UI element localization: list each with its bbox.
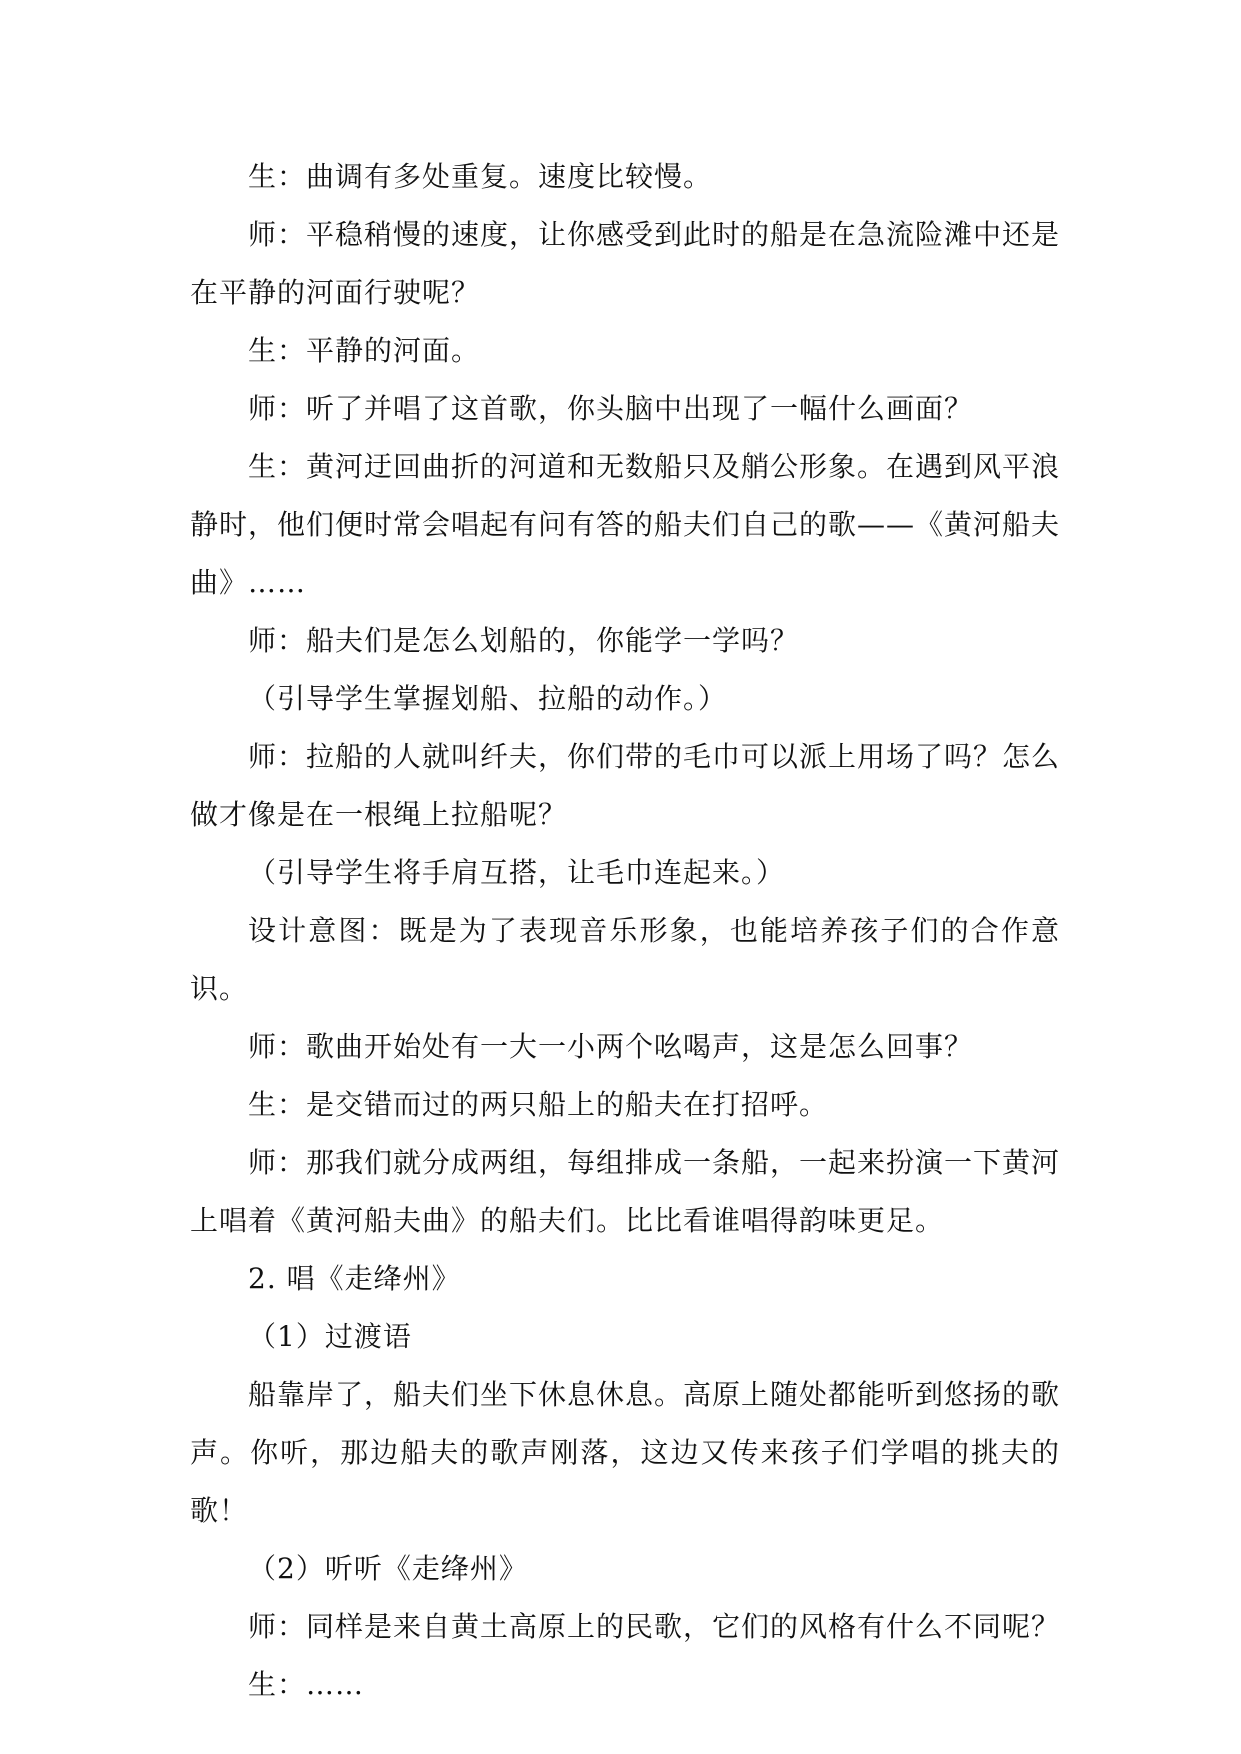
text-line: （1）过渡语 (248, 1320, 412, 1353)
text-line: 生：是交错而过的两只船上的船夫在打招呼。 (248, 1088, 829, 1121)
text-line: 静时，他们便时常会唱起有问有答的船夫们自己的歌——《黄河船夫 (190, 508, 1061, 541)
document-body (190, 148, 1060, 1714)
paragraph-6 (190, 612, 1060, 670)
paragraph-4 (190, 380, 1060, 438)
paragraph-16 (190, 1366, 1060, 1540)
text-line: 生：曲调有多处重复。速度比较慢。 (248, 160, 713, 193)
text-line: 师：歌曲开始处有一大一小两个吆喝声，这是怎么回事？ (248, 1030, 974, 1063)
paragraph-11 (190, 1018, 1060, 1076)
text-line: 设计意图：既是为了表现音乐形象，也能培养孩子们的合作意识。 (190, 914, 1060, 1005)
text-line: 做才像是在一根绳上拉船呢？ (190, 798, 568, 831)
text-line: 船靠岸了，船夫们坐下休息休息。高原上随处都能听到悠扬的歌 (248, 1378, 1061, 1411)
text-line: 上唱着《黄河船夫曲》的船夫们。比比看谁唱得韵味更足。 (190, 1204, 945, 1237)
text-line: 师：那我们就分成两组，每组排成一条船，一起来扮演一下黄河 (248, 1146, 1061, 1179)
paragraph-10 (190, 902, 1060, 1018)
paragraph-2 (190, 206, 1060, 322)
paragraph-18 (190, 1598, 1060, 1656)
text-line: 在平静的河面行驶呢？ (190, 276, 481, 309)
paragraph-12 (190, 1076, 1060, 1134)
paragraph-13 (190, 1134, 1060, 1250)
text-line: 师：船夫们是怎么划船的，你能学一学吗？ (248, 624, 800, 657)
text-line: （引导学生将手肩互搭，让毛巾连起来。） (248, 856, 786, 889)
paragraph-5 (190, 438, 1060, 612)
text-line: 生：…… (248, 1668, 365, 1701)
text-line: （引导学生掌握划船、拉船的动作。） (248, 682, 728, 715)
paragraph-3 (190, 322, 1060, 380)
paragraph-8 (190, 728, 1060, 844)
text-line: 曲》…… (190, 566, 307, 599)
text-line: （2）听听《走绛州》 (248, 1552, 528, 1585)
paragraph-15 (190, 1308, 1060, 1366)
paragraph-17 (190, 1540, 1060, 1598)
paragraph-9 (190, 844, 1060, 902)
text-line: 师：听了并唱了这首歌，你头脑中出现了一幅什么画面？ (248, 392, 974, 425)
text-line: 师：同样是来自黄土高原上的民歌，它们的风格有什么不同呢？ (248, 1610, 1061, 1643)
paragraph-14 (190, 1250, 1060, 1308)
paragraph-19 (190, 1656, 1060, 1714)
text-line: 生：平静的河面。 (248, 334, 481, 367)
text-line: 声。你听，那边船夫的歌声刚落，这边又传来孩子们学唱的挑夫的歌！ (190, 1436, 1060, 1527)
text-line: 2. 唱《走绛州》 (248, 1262, 461, 1295)
text-line: 生：黄河迂回曲折的河道和无数船只及艄公形象。在遇到风平浪 (248, 450, 1061, 483)
text-line: 师：平稳稍慢的速度，让你感受到此时的船是在急流险滩中还是 (248, 218, 1061, 251)
paragraph-7 (190, 670, 1060, 728)
text-line: 师：拉船的人就叫纤夫，你们带的毛巾可以派上用场了吗？怎么 (248, 740, 1061, 773)
paragraph-1 (190, 148, 1060, 206)
